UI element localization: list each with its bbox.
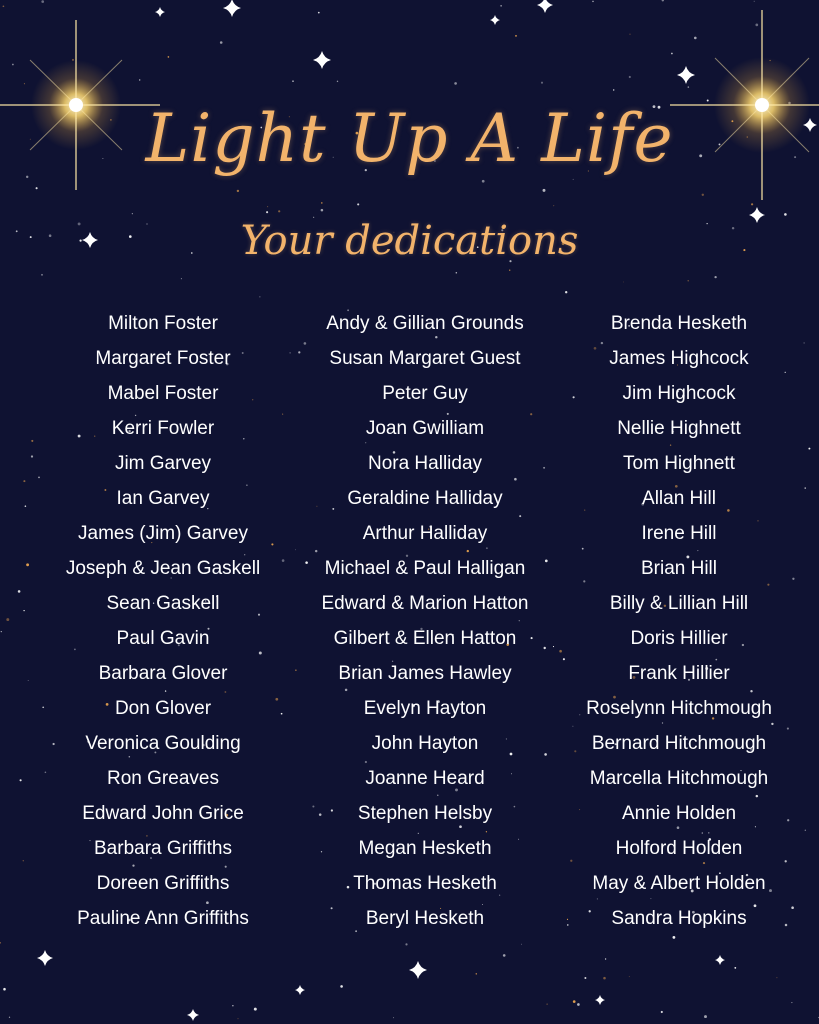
names-column-2 [295,306,555,936]
dedication-name: Veronica Goulding [85,733,241,754]
dedication-name: Mabel Foster [107,383,219,404]
dedication-name: Brian Hill [640,558,718,579]
dedication-name: Edward John Grice [82,803,244,824]
sparkle-icon [187,1009,199,1021]
dedication-name: Ron Greaves [107,768,219,789]
dedication-name: Nellie Highnett [617,418,741,439]
sparkle-icon [595,995,605,1005]
dedication-name: May & Albert Holden [592,873,766,894]
dedication-name: Stephen Helsby [357,803,493,824]
dedication-name: Peter Guy [382,383,468,404]
dedication-name: Joan Gwilliam [365,418,485,439]
dedication-name: Tom Highnett [623,453,735,474]
dedication-name: Billy & Lillian Hill [609,593,749,614]
dedication-name: James (Jim) Garvey [78,523,248,544]
dedication-name: John Hayton [371,733,479,754]
names-column-3 [549,306,809,936]
sparkle-icon [537,0,553,13]
dedication-name: Andy & Gillian Grounds [326,313,524,334]
dedication-name: Margaret Foster [95,348,231,369]
dedication-name: Paul Gavin [116,628,210,649]
dedication-name: Frank Hillier [628,663,730,684]
dedication-name: Beryl Hesketh [365,908,485,929]
dedication-name: Megan Hesketh [358,838,492,859]
dedication-name: Jim Highcock [622,383,736,404]
dedication-name: Gilbert & Ellen Hatton [333,628,517,649]
dedication-name: Nora Halliday [367,453,483,474]
dedication-name: Sean Gaskell [106,593,220,614]
sparkle-icon [313,51,331,69]
dedication-name: Allan Hill [642,488,716,509]
dedication-name: Kerri Fowler [111,418,215,439]
sparkle-icon [409,961,427,979]
dedication-name: Jim Garvey [114,453,212,474]
dedication-name: Brenda Hesketh [610,313,748,334]
dedication-name: Edward & Marion Hatton [321,593,529,614]
dedication-name: Joseph & Jean Gaskell [65,558,261,579]
dedication-name: Bernard Hitchmough [591,733,767,754]
dedication-name: Irene Hill [641,523,717,544]
dedication-name: Barbara Griffiths [94,838,232,859]
dedication-name: Geraldine Halliday [347,488,503,509]
dedication-name: Arthur Halliday [362,523,488,544]
sparkle-icon [715,955,725,965]
sparkle-icon [155,7,165,17]
dedication-name: Sandra Hopkins [611,908,747,929]
page-subtitle: Your dedications [240,218,579,264]
dedication-name: Annie Holden [621,803,737,824]
dedication-name: Roselynn Hitchmough [586,698,772,719]
dedication-name: Marcella Hitchmough [589,768,769,789]
dedication-name: Pauline Ann Griffiths [77,908,249,929]
dedication-name: Ian Garvey [116,488,210,509]
dedication-name: Thomas Hesketh [353,873,497,894]
page-title: Light Up A Life [145,100,674,177]
dedication-name: Barbara Glover [98,663,228,684]
dedication-name: James Highcock [609,348,749,369]
sparkle-icon [677,66,695,84]
dedication-name: Brian James Hawley [338,663,512,684]
sparkle-icon [37,950,53,966]
dedication-name: Michael & Paul Halligan [324,558,526,579]
dedication-name: Doreen Griffiths [96,873,230,894]
sparkle-icon [490,15,500,25]
dedication-name: Joanne Heard [365,768,485,789]
dedication-name: Don Glover [114,698,212,719]
dedication-name: Susan Margaret Guest [329,348,521,369]
dedication-name: Evelyn Hayton [363,698,487,719]
dedication-name: Milton Foster [108,313,218,334]
sparkle-icon [223,0,241,17]
sparkle-icon [295,985,305,995]
names-column-1 [33,306,293,936]
dedication-name: Holford Holden [615,838,743,859]
dedication-name: Doris Hillier [630,628,728,649]
